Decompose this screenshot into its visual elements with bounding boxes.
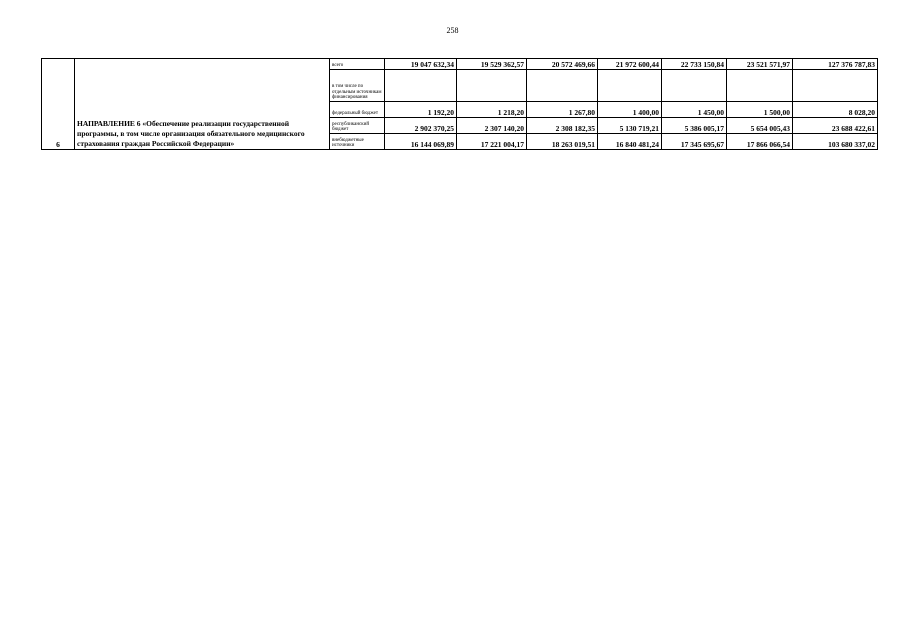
value-cell: 1 218,20	[457, 102, 527, 118]
value-cell: 17 345 695,67	[662, 134, 727, 150]
value-cell	[457, 70, 527, 102]
value-cell: 19 047 632,34	[385, 59, 457, 70]
direction-title: НАПРАВЛЕНИЕ 6 «Обеспечение реализации государственной программы, в том числе организация обязательного медицинского страхования граждан Российской Федерации»	[75, 59, 330, 150]
value-cell: 20 572 469,66	[527, 59, 598, 70]
source-label: всего	[330, 59, 385, 70]
source-label: в том числе по отдельным источникам финансирования	[330, 70, 385, 102]
source-label: федеральный бюджет	[330, 102, 385, 118]
value-cell: 1 450,00	[662, 102, 727, 118]
value-cell: 23 688 422,61	[793, 118, 878, 134]
value-cell: 5 654 005,43	[727, 118, 793, 134]
value-cell	[727, 70, 793, 102]
budget-table	[41, 58, 878, 150]
value-cell: 16 144 069,89	[385, 134, 457, 150]
value-cell: 103 680 337,02	[793, 134, 878, 150]
value-cell: 23 521 571,97	[727, 59, 793, 70]
value-cell: 18 263 019,51	[527, 134, 598, 150]
value-cell	[527, 70, 598, 102]
source-label: республиканский бюджет	[330, 118, 385, 134]
value-cell: 8 028,20	[793, 102, 878, 118]
value-cell	[385, 70, 457, 102]
value-cell: 21 972 600,44	[598, 59, 662, 70]
direction-number: 6	[42, 59, 75, 150]
value-cell: 5 130 719,21	[598, 118, 662, 134]
value-cell: 127 376 787,83	[793, 59, 878, 70]
value-cell	[662, 70, 727, 102]
value-cell: 1 500,00	[727, 102, 793, 118]
value-cell: 1 267,80	[527, 102, 598, 118]
value-cell: 19 529 362,57	[457, 59, 527, 70]
value-cell	[793, 70, 878, 102]
value-cell: 16 840 481,24	[598, 134, 662, 150]
page-number: 258	[446, 26, 459, 35]
value-cell: 2 902 370,25	[385, 118, 457, 134]
value-cell: 17 866 066,54	[727, 134, 793, 150]
value-cell: 2 307 140,20	[457, 118, 527, 134]
value-cell: 5 386 005,17	[662, 118, 727, 134]
table-row	[42, 59, 878, 70]
value-cell: 1 192,20	[385, 102, 457, 118]
value-cell: 17 221 004,17	[457, 134, 527, 150]
value-cell: 2 308 182,35	[527, 118, 598, 134]
value-cell: 22 733 150,84	[662, 59, 727, 70]
value-cell: 1 400,00	[598, 102, 662, 118]
value-cell	[598, 70, 662, 102]
source-label: внебюджетные источники	[330, 134, 385, 150]
